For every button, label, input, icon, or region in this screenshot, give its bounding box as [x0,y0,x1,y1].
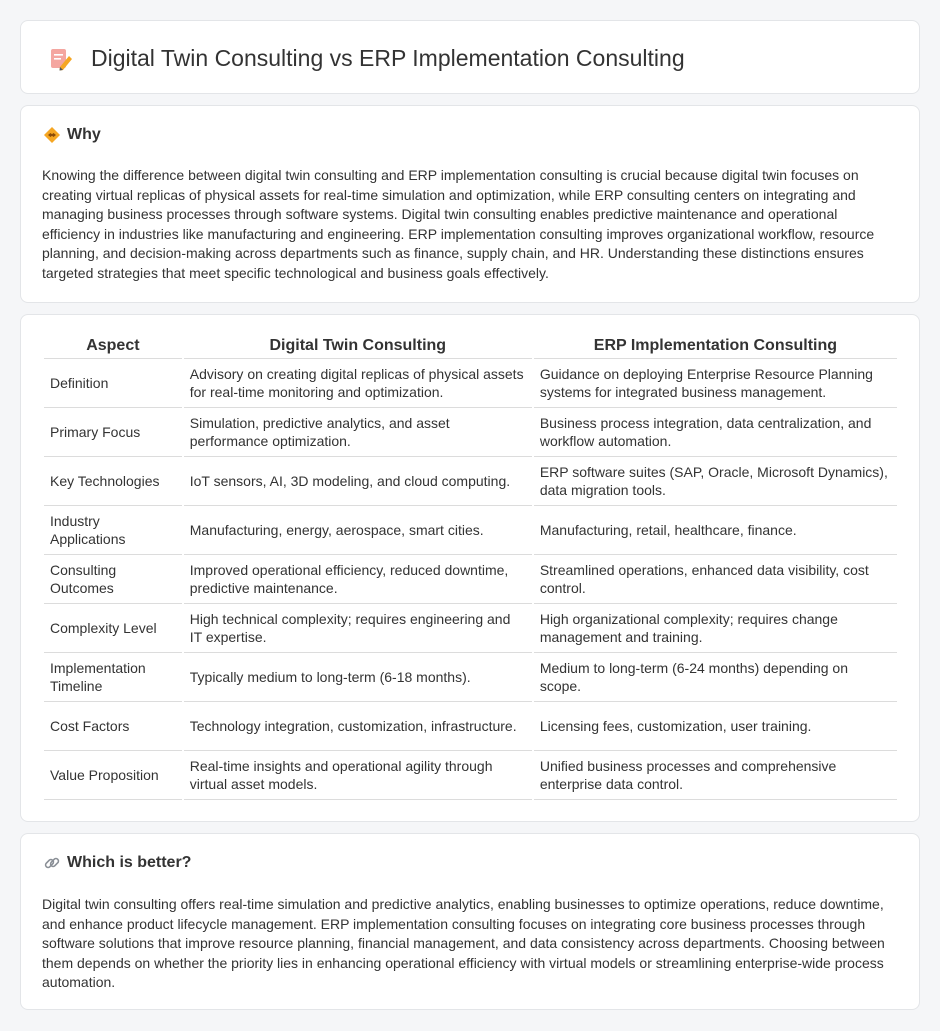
title-row [47,45,685,72]
erp-cell: Unified business processes and comprehensive enterprise data control. [534,751,897,800]
digital-twin-cell: Manufacturing, energy, aerospace, smart cities. [184,506,532,555]
why-card [20,105,920,303]
digital-twin-cell: Advisory on creating digital replicas of physical assets for real-time monitoring and optimization. [184,359,532,408]
comparison-table [42,337,899,800]
why-text: Knowing the difference between digital twin consulting and ERP implementation consulting is crucial because digital twin focuses on creating virtual replicas of physical assets for real-time simulation and optimization, while ERP consulting centers on integrating and managing business processes through software systems. Digital twin consulting enables predictive maintenance and operational efficiency in industries like manufacturing and engineering. ERP implementation consulting improves organizational workflow, resource planning, and decision-making across departments such as finance, supply chain, and HR. Understanding these distinctions ensures targeted strategies that meet specific technological and business goals effectively. [42,167,875,281]
aspect-cell: Value Proposition [44,751,182,800]
digital-twin-cell: Improved operational efficiency, reduced downtime, predictive maintenance. [184,555,532,604]
digital-twin-cell: Technology integration, customization, infrastructure. [184,702,532,751]
digital-twin-cell: Real-time insights and operational agility through virtual asset models. [184,751,532,800]
header-digital-twin: Digital Twin Consulting [184,337,532,359]
table-row [44,408,897,457]
better-heading-row [43,854,191,872]
digital-twin-cell: IoT sensors, AI, 3D modeling, and cloud computing. [184,457,532,506]
aspect-cell: Primary Focus [44,408,182,457]
table-row [44,702,897,751]
digital-twin-cell: High technical complexity; requires engineering and IT expertise. [184,604,532,653]
erp-cell: Licensing fees, customization, user training. [534,702,897,751]
table-row [44,604,897,653]
table-row [44,359,897,408]
aspect-cell: Cost Factors [44,702,182,751]
aspect-cell: Implementation Timeline [44,653,182,702]
table-row [44,751,897,800]
handshake-icon [43,126,61,144]
better-text: Digital twin consulting offers real-time simulation and predictive analytics, enabling businesses to optimize operations, reduce downtime, and enhance product lifecycle management. ERP implementation consulting focuses on integrating core business processes through software solutions that improve resource planning, financial management, and data consistency across departments. Choosing between them depends on whether the priority lies in enhancing operational efficiency with virtual models or streamlining enterprise-wide process automation. [42,896,885,990]
aspect-cell: Industry Applications [44,506,182,555]
erp-cell: High organizational complexity; requires change management and training. [534,604,897,653]
link-icon [43,854,61,872]
erp-cell: Streamlined operations, enhanced data visibility, cost control. [534,555,897,604]
page-title: Digital Twin Consulting vs ERP Implementation Consulting [91,45,685,71]
table-header-row [44,337,897,359]
which-better-card [20,833,920,1010]
why-heading: Why [67,126,101,143]
erp-cell: Manufacturing, retail, healthcare, finance. [534,506,897,555]
erp-cell: Guidance on deploying Enterprise Resource Planning systems for integrated business management. [534,359,897,408]
header-erp: ERP Implementation Consulting [534,337,897,359]
title-card [20,20,920,94]
better-heading: Which is better? [67,854,192,871]
table-row [44,457,897,506]
aspect-cell: Key Technologies [44,457,182,506]
digital-twin-cell: Simulation, predictive analytics, and asset performance optimization. [184,408,532,457]
erp-cell: Medium to long-term (6-24 months) depending on scope. [534,653,897,702]
erp-cell: Business process integration, data centralization, and workflow automation. [534,408,897,457]
aspect-cell: Complexity Level [44,604,182,653]
table-row [44,653,897,702]
table-row [44,555,897,604]
header-aspect: Aspect [44,337,182,359]
comparison-card [20,314,920,822]
pencil-document-icon [47,46,73,72]
table-row [44,506,897,555]
aspect-cell: Consulting Outcomes [44,555,182,604]
erp-cell: ERP software suites (SAP, Oracle, Microsoft Dynamics), data migration tools. [534,457,897,506]
aspect-cell: Definition [44,359,182,408]
digital-twin-cell: Typically medium to long-term (6-18 months). [184,653,532,702]
why-heading-row [43,126,101,144]
